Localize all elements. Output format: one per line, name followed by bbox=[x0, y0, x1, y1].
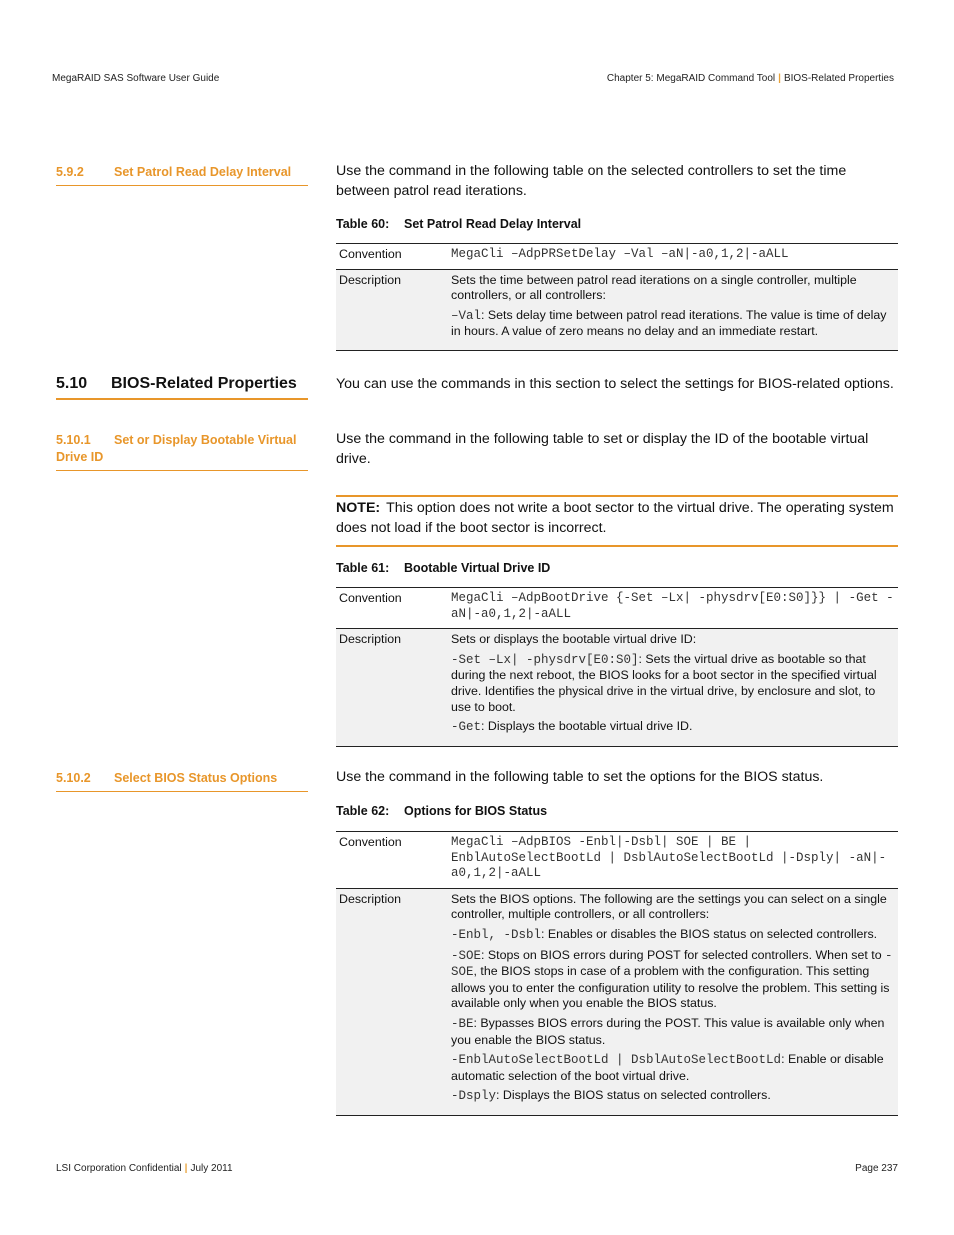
note-text: This option does not write a boot sector to the virtual drive. The operating system does not load if the boot sector is incorrect. bbox=[336, 500, 894, 536]
description-label: Description bbox=[336, 629, 448, 747]
option-text: : Displays the bootable virtual drive ID. bbox=[481, 719, 693, 734]
footer-confidential: LSI Corporation Confidential bbox=[56, 1163, 182, 1174]
option-get bbox=[451, 719, 894, 736]
convention-code: MegaCli –AdpPRSetDelay –Val –aN|-a0,1,2|-aALL bbox=[448, 244, 898, 270]
option-text: : Sets the virtual drive as bootable so that during the next reboot, the BIOS looks for a boot sector in the specified virtual drive. Identifies the physical drive in the virtual drive, by enclosure and slot, to use to boot. bbox=[451, 651, 877, 714]
option-code: -Enbl, -Dsbl bbox=[451, 927, 542, 942]
option-text: : Enable or disable automatic selection of the boot virtual drive. bbox=[451, 1052, 884, 1083]
page-number: Page 237 bbox=[855, 1163, 898, 1174]
option-code: -SOE bbox=[451, 948, 482, 963]
footer-left bbox=[56, 1163, 233, 1174]
table-60 bbox=[336, 243, 898, 351]
note-box bbox=[336, 495, 898, 547]
table-title: Set Patrol Read Delay Interval bbox=[404, 217, 582, 231]
option-set bbox=[451, 652, 894, 715]
table-caption-62 bbox=[336, 804, 547, 818]
convention-label: Convention bbox=[336, 244, 448, 270]
table-row-description bbox=[336, 629, 898, 747]
option-dsply bbox=[451, 1088, 894, 1105]
running-header-title: MegaRAID SAS Software User Guide bbox=[52, 73, 220, 84]
table-number: Table 60: bbox=[336, 217, 390, 231]
section-intro-5-10: You can use the commands in this section to select the settings for BIOS-related options. bbox=[336, 376, 894, 392]
option-text: : Enables or disables the BIOS status on selected controllers. bbox=[541, 926, 878, 941]
running-header-chapter bbox=[607, 73, 894, 84]
table-row-convention bbox=[336, 832, 898, 889]
table-row-description bbox=[336, 269, 898, 350]
table-row-description bbox=[336, 888, 898, 1115]
convention-label: Convention bbox=[336, 832, 448, 889]
section-heading-5-10-1 bbox=[56, 432, 308, 471]
option-code: –Val bbox=[451, 308, 482, 323]
option-text-continued: , the BIOS stops in case of a problem with the configuration. This setting allows you to enter the configuration utility to resolve the problem. This setting is available only when you enable the BIOS status. bbox=[451, 964, 890, 1011]
section-title-continued: Drive ID bbox=[56, 450, 104, 464]
option-text: : Stops on BIOS errors during POST for selected controllers. When set to bbox=[481, 947, 886, 962]
option-be bbox=[451, 1016, 894, 1048]
section-intro-5-10-2: Use the command in the following table to set the options for the BIOS status. bbox=[336, 769, 824, 785]
table-row-convention bbox=[336, 244, 898, 270]
section-title: Select BIOS Status Options bbox=[114, 771, 278, 785]
header-section: BIOS-Related Properties bbox=[783, 73, 894, 84]
table-title: Options for BIOS Status bbox=[404, 804, 548, 818]
table-caption-60 bbox=[336, 217, 581, 231]
option-val bbox=[451, 308, 894, 340]
option-code: -Dsply bbox=[451, 1089, 497, 1104]
section-number: 5.10.2 bbox=[56, 771, 91, 785]
table-number: Table 62: bbox=[336, 804, 390, 818]
option-soe bbox=[451, 948, 894, 1012]
section-heading-5-10 bbox=[56, 375, 308, 400]
description-text: Sets the time between patrol read iterations on a single controller, multiple controllers, or all controllers: bbox=[451, 272, 857, 303]
section-title: Set or Display Bootable Virtual bbox=[114, 433, 297, 447]
section-number: 5.10.1 bbox=[56, 433, 91, 447]
section-title: Set Patrol Read Delay Interval bbox=[114, 165, 292, 179]
description-text: Sets or displays the bootable virtual drive ID: bbox=[451, 632, 697, 647]
header-divider: | bbox=[778, 73, 781, 84]
option-text: : Bypasses BIOS errors during the POST. This value is available only when you enable the BIOS status. bbox=[451, 1015, 885, 1047]
description-cell bbox=[448, 269, 898, 350]
section-intro-5-9-2: Use the command in the following table on the selected controllers to set the time between patrol read iterations. bbox=[336, 163, 847, 199]
section-intro-5-10-1: Use the command in the following table to set or display the ID of the bootable virtual drive. bbox=[336, 431, 869, 467]
note-label: NOTE: bbox=[336, 500, 381, 516]
section-title: BIOS-Related Properties bbox=[111, 375, 297, 392]
section-heading-5-10-2 bbox=[56, 770, 308, 792]
description-cell bbox=[448, 888, 898, 1115]
table-title: Bootable Virtual Drive ID bbox=[404, 561, 551, 575]
convention-label: Convention bbox=[336, 588, 448, 629]
description-label: Description bbox=[336, 269, 448, 350]
option-code: -Get bbox=[451, 720, 482, 735]
table-row-convention bbox=[336, 588, 898, 629]
option-enbl-dsbl bbox=[451, 927, 894, 944]
description-cell bbox=[448, 629, 898, 747]
convention-code: MegaCli –AdpBIOS -Enbl|-Dsbl| SOE | BE | EnblAutoSelectBootLd | DsblAutoSelectBootLd |-Dsply| -aN|-a0,1,2|-aALL bbox=[448, 832, 898, 889]
option-code-inline: -SOE bbox=[451, 948, 893, 980]
section-heading-5-9-2 bbox=[56, 164, 308, 186]
option-code: -EnblAutoSelectBootLd | DsblAutoSelectBootLd bbox=[451, 1053, 782, 1068]
header-chapter: Chapter 5: MegaRAID Command Tool bbox=[606, 73, 776, 84]
footer-divider: | bbox=[184, 1163, 188, 1174]
table-61 bbox=[336, 587, 898, 747]
option-text: : Sets delay time between patrol read iterations. The value is time of delay in hours. A value of zero means no delay and an immediate restart. bbox=[451, 307, 887, 339]
option-code: -BE bbox=[451, 1016, 474, 1031]
footer-date: July 2011 bbox=[190, 1163, 233, 1174]
description-text: Sets the BIOS options. The following are the settings you can select on a single controller, multiple controllers, or all controllers: bbox=[451, 891, 887, 922]
table-caption-61 bbox=[336, 561, 550, 575]
section-number: 5.10 bbox=[56, 375, 88, 392]
option-code: -Set –Lx| -physdrv[E0:S0] bbox=[451, 652, 639, 667]
option-text: : Displays the BIOS status on selected controllers. bbox=[496, 1088, 771, 1103]
description-label: Description bbox=[336, 888, 448, 1115]
section-number: 5.9.2 bbox=[56, 165, 84, 179]
table-number: Table 61: bbox=[336, 561, 390, 575]
convention-code: MegaCli –AdpBootDrive {-Set –Lx| -physdrv[E0:S0]}} | -Get -aN|-a0,1,2|-aALL bbox=[448, 588, 898, 629]
option-autoselect bbox=[451, 1052, 894, 1084]
table-62 bbox=[336, 831, 898, 1116]
